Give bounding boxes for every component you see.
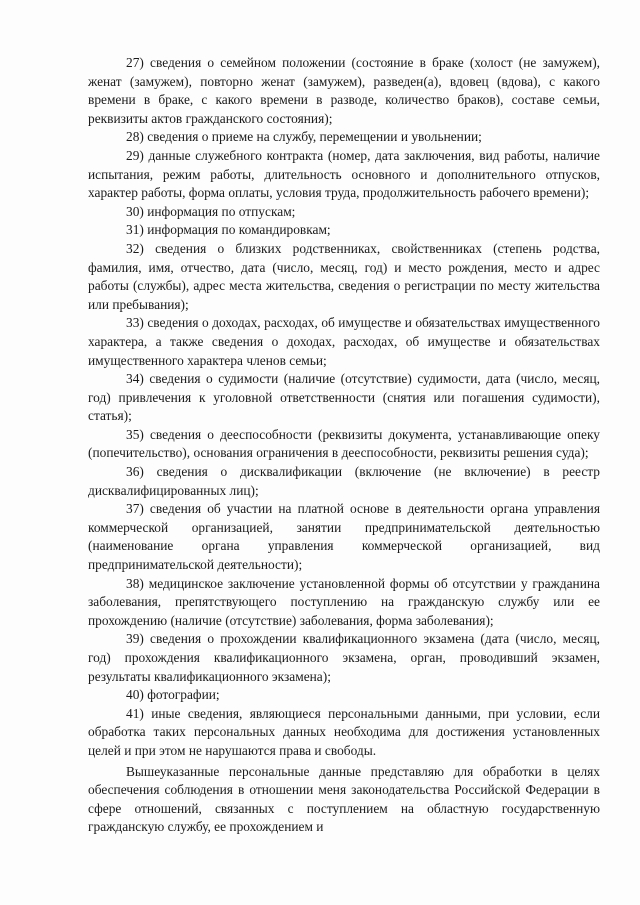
list-item-35: 35) сведения о дееспособности (реквизиты документа, устанавливающие опеку (попечительство), основания ограничения в дееспособности, реквизиты решения суда);: [88, 426, 600, 461]
consent-paragraph: Вышеуказанные персональные данные представляю для обработки в целях обеспечения соблюдения в отношении меня законодательства Российской Федерации в сфере отношений, связанных с поступлением на областную государственную гражданскую службу, ее прохождением и: [88, 763, 600, 835]
list-item-33: 33) сведения о доходах, расходах, об имуществе и обязательствах имущественного характера, а также сведения о доходах, расходах, об имуществе и обязательствах имущественного характера членов семьи;: [88, 315, 600, 368]
document-body: [88, 54, 600, 837]
list-item-27: 27) сведения о семейном положении (состояние в браке (холост (не замужем), женат (замужем), повторно женат (замужем), разведен(а), вдовец (вдова), с какого времени в браке, с какого времени в разводе, количество браков), составе семьи, реквизиты актов гражданского состояния);: [88, 55, 600, 126]
list-item-30: 30) информация по отпускам;: [126, 203, 296, 219]
list-item-40: 40) фотографии;: [126, 687, 220, 703]
list-item-39: 39) сведения о прохождении квалификационного экзамена (дата (число, месяц, год) прохождения квалификационного экзамена, орган, проводивший экзамен, результаты квалификационного экзамена);: [88, 631, 600, 684]
list-item-31: 31) информация по командировкам;: [126, 222, 331, 238]
list-item-37: 37) сведения об участии на платной основе в деятельности органа управления коммерческой организацией, занятии предпринимательской деятельностью (наименование органа управления коммерческой организацией, вид предпринимательской деятельности);: [88, 501, 600, 573]
list-item-36: 36) сведения о дисквалификации (включение (не включение) в реестр дисквалифицированных лиц);: [88, 464, 600, 498]
list-item-28: 28) сведения о приеме на службу, перемещении и увольнении;: [126, 129, 482, 145]
list-item-38: 38) медицинское заключение установленной формы об отсутствии у гражданина заболевания, препятствующего поступлению на гражданскую службу или ее прохождению (наличие (отсутствие) заболевания, форма заболевания);: [88, 575, 600, 628]
list-item-34: 34) сведения о судимости (наличие (отсутствие) судимости, дата (число, месяц, год) привлечения к уголовной ответственности (снятия или погашения судимости), статья);: [88, 371, 600, 424]
list-item-32: 32) сведения о близких родственниках, свойственниках (степень родства, фамилия, имя, отчество, дата (число, месяц, год) и место рождения, место и адрес работы (службы), адрес места жительства, сведения о регистрации по месту жительства или пребывания);: [88, 240, 600, 312]
list-item-29: 29) данные служебного контракта (номер, дата заключения, вид работы, наличие испытания, режим работы, длительность основного и дополнительного отпусков, характер работы, форма оплаты, условия труда, продолжительность рабочего времени);: [88, 147, 600, 201]
list-item-41: 41) иные сведения, являющиеся персональными данными, при условии, если обработка таких персональных данных необходима для достижения установленных целей и при этом не нарушаются права и свободы.: [88, 705, 600, 758]
